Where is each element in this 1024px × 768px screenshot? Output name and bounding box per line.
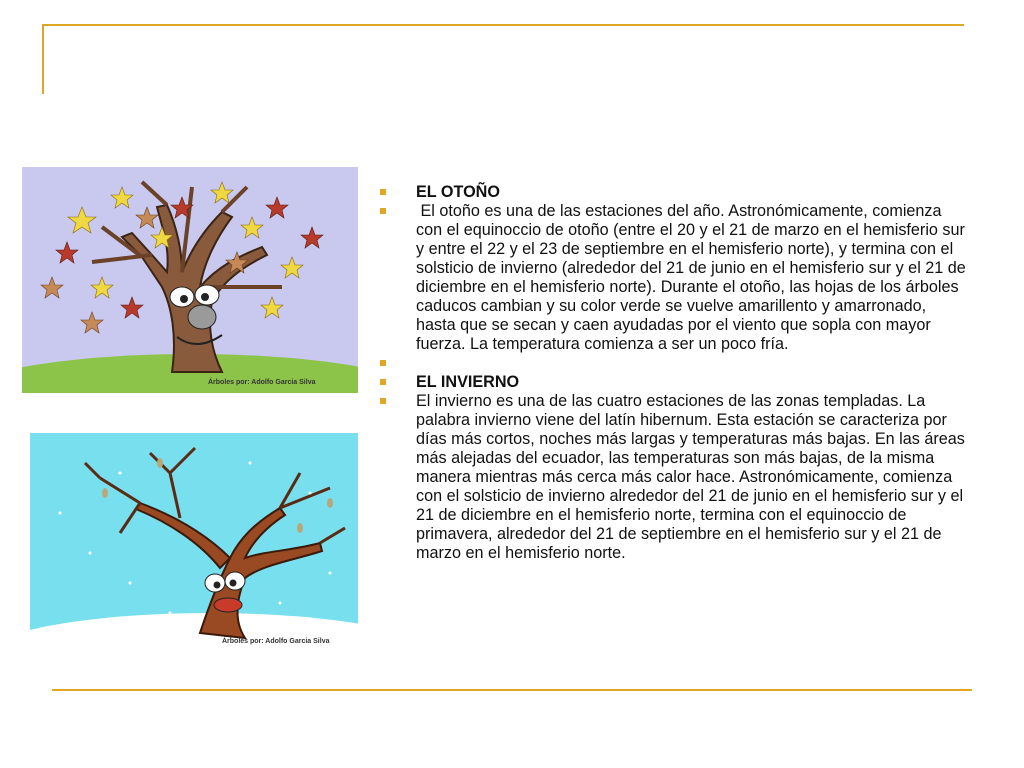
bullet-empty <box>378 354 978 373</box>
bullet-square-icon <box>380 189 386 195</box>
frame-bottom-line <box>52 689 972 691</box>
bullet-square-icon <box>380 398 386 404</box>
winter-image-credit: Árboles por: Adolfo Garcia Silva <box>222 638 330 645</box>
bullet-winter-title <box>378 373 978 392</box>
winter-tree-image <box>30 433 358 645</box>
bullet-winter-body <box>378 392 978 563</box>
autumn-description: El otoño es una de las estaciones del año. Astronómicamente, comienza con el equinoccio de otoño (entre el 20 y el 21 de marzo en el hemisferio sur y entre el 22 y el 23 de septiembre en el hemisferio norte), y termina con el solsticio de invierno (alrededor del 21 de junio en el hemisferio sur y el 21 de diciembre en el hemisferio norte). Durante el otoño, las hojas de los árboles caducos cambian y su color verde se vuelve amarillento y amarronado, hasta que se secan y caen ayudadas por el viento que sopla con mayor fuerza. La temperatura comienza a ser un poco fría. <box>416 202 971 353</box>
frame-top-line <box>42 24 964 26</box>
autumn-tree-illustration <box>22 167 358 393</box>
autumn-tree-image <box>22 167 358 393</box>
winter-description: El invierno es una de las cuatro estaciones de las zonas templadas. La palabra invierno viene del latín hibernum. Esta estación se caracteriza por días más cortos, noches más largas y temperaturas más bajas. En las áreas más alejadas del ecuador, las temperaturas son más bajas, de la misma manera mientras más cerca más calor hace. Astronómicamente, comienza con el solsticio de invierno alrededor del 21 de junio en el hemisferio sur y el 21 de diciembre en el hemisferio norte, termina con el equinoccio de primavera, alrededor del 21 de septiembre en el hemisferio sur y el 21 de marzo en el hemisferio norte. <box>416 392 965 562</box>
bullet-square-icon <box>380 360 386 366</box>
autumn-image-credit: Árboles por: Adolfo Garcia Silva <box>208 379 316 386</box>
winter-tree-illustration <box>30 433 358 645</box>
winter-title: EL INVIERNO <box>416 373 520 391</box>
bullet-square-icon <box>380 379 386 385</box>
slide-content <box>378 183 978 563</box>
bullet-square-icon <box>380 208 386 214</box>
bullet-autumn-title <box>378 183 978 202</box>
frame-left-line <box>42 24 44 94</box>
autumn-title: EL OTOÑO <box>416 183 500 201</box>
bullet-autumn-body <box>378 202 978 354</box>
